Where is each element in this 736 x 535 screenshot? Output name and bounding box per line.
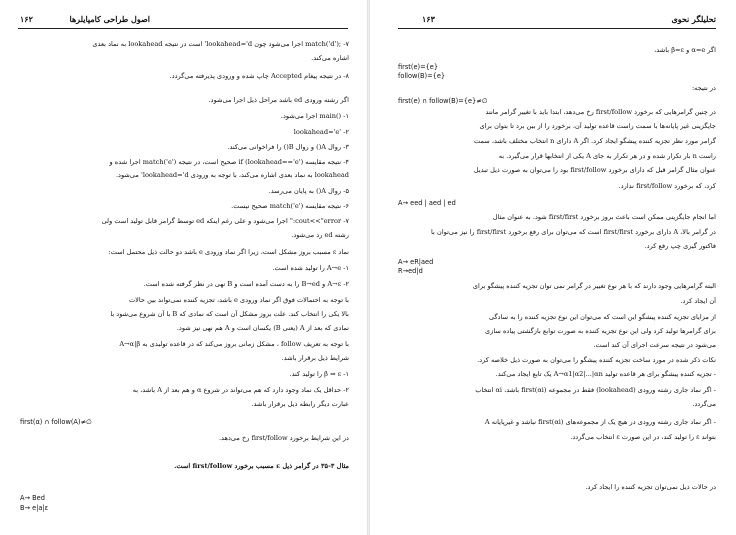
- left-line-6: lookahead='e' -۲: [293, 128, 349, 136]
- right-line-5: گرامر مورد نظر تجزیه کننده پیشگو ایجاد کرد. اگر A دارای n انتخاب مختلف باشد، سمت: [474, 137, 716, 145]
- right-line-17: نکات ذکر شده در مورد ساخت تجزیه کننده پیشگو را می‌توان به صورت ذیل خلاصه کرد.: [477, 356, 716, 364]
- left-line-23: ۲- حداقل یک نماد وجود دارد که هم می‌تواند در شروع α و هم بعد از A باشد، به: [132, 386, 349, 394]
- right-line-16: می‌شود در نتیجه سرعت اجرای آن کند است.: [593, 341, 716, 349]
- right-grammar1-line-1: A→ eed | aed | ed: [398, 199, 456, 207]
- left-line-2: اشاره می‌کند.: [311, 54, 349, 62]
- right-line-8: کرد، که برخورد first/follow ندارد.: [618, 182, 716, 190]
- left-line-19: نمادی که بعد از A (یعنی B) یکسان است و A هم نهی نیز شود.: [176, 324, 349, 332]
- right-line-10: در گرامر بالا، A دارای برخورد first/first است که می‌توان برای رفع برخورد first/first را نیز می‌توان با: [431, 228, 716, 236]
- right-set-first: first(e)={e}: [398, 63, 439, 71]
- left-line-21: شرایط ذیل برقرار باشد.: [281, 354, 349, 362]
- right-set-follow: follow(B)={e}: [398, 72, 446, 80]
- left-line-3: ۸- در نتیجه پیغام Accepted چاپ شده و ورودی پذیرفته می‌گردد.: [169, 72, 349, 80]
- left-line-13: رشته ed رد می‌شود.: [291, 231, 349, 239]
- left-line-11: ۶- نتیجه مقایسه match('e') صحیح نیست.: [231, 202, 349, 210]
- left-line-9: lookahead به نماد بعدی اشاره می‌کند، با توجه به ورودی lookahead='d' می‌شود.: [115, 171, 349, 179]
- right-line-9: اما انجام جایگزینی ممکن است باعث بروز برخورد first/first شود. به عنوان مثال: [492, 213, 716, 221]
- left-grammar-line-2: B→ e|a|ε: [20, 504, 49, 512]
- left-line-12: ۷- cout<<"error:" اجرا می‌شود و علی رغم اینکه ed توسط گرامر قابل تولید است ولی: [101, 217, 349, 225]
- left-page-header-title: اصول طراحی کامپایلرها: [69, 14, 150, 24]
- left-line-18: بالا یکی را انتخاب کند. علت بروز مشکل آن است که نمادی که B با آن شروع می‌شود با: [110, 310, 349, 318]
- left-line-5: ۱- ‏main()‎ اجرا می‌شود.: [280, 112, 349, 120]
- right-line-15: برای گرامرها تولید کرد ولی این نوع تجزیه کننده به صورت توابع بازگشتی پیاده سازی: [484, 327, 716, 335]
- right-line-4: جایگزینی غیر پایانه‌ها با سمت راست قاعده تولید آن، برخورد را از بین برد تا بتوان برای: [479, 122, 716, 130]
- left-grammar-line-1: A→ Bed: [20, 494, 45, 502]
- left-page-number: ۱۶۲: [20, 14, 33, 24]
- left-example-title: مثال ۳-۳۵ در گرامر ذیل ε مسبب برخورد first/follow است.: [174, 462, 349, 470]
- left-line-7: ۳- روال A() و روال B() را فراخوانی می‌کند.: [227, 143, 349, 151]
- left-line-16: ۲- A→ε و B→ed را به دست آمده است و B نهی در نظر گرفته شده است.: [143, 280, 349, 288]
- right-line-21: - اگر نماد جاری رشته ورودی در هیچ یک از مجموعه‌های first(αi) نباشد و غیرپایانه A: [484, 418, 716, 426]
- right-line-18: - تجزیه کننده پیشگو برای هر قاعده تولید A→α1|α2|...|αn یک تابع ایجاد می‌کند.: [495, 370, 716, 378]
- right-line-2: در نتیجه:: [691, 84, 716, 92]
- left-line-15: ۱- A→e را تولید شده است.: [272, 264, 349, 272]
- left-formula-first-follow: first(α) ∩ follow(A)≠∅: [20, 418, 92, 426]
- left-line-20: با توجه به تعریف follow ، مشکل زمانی بروز می‌کند که در قاعده تولیدی به A→α|β: [119, 340, 349, 348]
- left-line-25: در این شرایط برخورد first/follow رخ می‌دهد.: [218, 434, 349, 442]
- right-line-3: در چنین گرامرهایی که برخورد first/follow رخ می‌دهد، ابتدا باید با تغییر گرامر مانند: [485, 108, 716, 116]
- right-formula: first(e) ∩ follow(B)={e}≠∅: [398, 97, 488, 105]
- right-line-23: در حالات ذیل نمی‌توان تجزیه کننده را ایجاد کرد.: [585, 483, 716, 491]
- right-line-13: آن ایجاد کرد.: [680, 297, 716, 305]
- left-line-24: عبارت دیگر رابطه ذیل برقرار باشد.: [251, 400, 349, 408]
- right-line-19: - اگر نماد جاری رشته ورودی (lookahead) فقط در مجموعه first(αi) باشد، αi انتخاب: [475, 386, 716, 394]
- right-line-6: راست n بار تکرار شده و در هر تکرار به جای A یکی از انتخابها قرار می‌گیرد. به: [498, 152, 716, 160]
- right-line-22: بتواند ε را تولید کند، در این صورت ε انتخاب می‌گردد.: [570, 433, 716, 441]
- left-page: [0, 0, 367, 535]
- right-line-14: از مزایای تجزیه کننده پیشگو این است که می‌توان این نوع تجزیه کننده را به سادگی: [489, 313, 716, 321]
- right-line-7: عنوان مثال گرامر قبل که دارای برخورد first/follow بود را می‌توان به صورت ذیل تبدیل: [473, 166, 716, 174]
- right-line-11: فاکتور گیری چپ رفع کرد.: [644, 242, 716, 250]
- right-page: [370, 0, 736, 535]
- left-line-22: ۱- β ⇒ ε را تولید کند.: [289, 370, 349, 378]
- right-header-rule: [398, 28, 716, 29]
- left-line-17: با توجه به احتمالات فوق اگر نماد ورودی e باشد، تجزیه کننده نمی‌تواند بین حالات: [128, 296, 349, 304]
- left-line-10: ۵- روال A() به پایان می‌رسد.: [268, 187, 349, 195]
- left-line-4: اگر رشته ورودی ed باشد مراحل ذیل اجرا می‌شود.: [208, 96, 349, 104]
- right-line-20: می‌گردد.: [692, 400, 716, 408]
- right-page-header-title: تحلیلگر نحوی: [671, 14, 716, 24]
- right-line-12: البته گرامرهایی وجود دارند که با هر نوع تغییر در گرامر نمی توان تجزیه کننده پیشگو برای: [472, 282, 716, 290]
- right-grammar2-line-1: A→ eR|aed: [398, 258, 434, 266]
- right-grammar2-line-2: R→ed|d: [398, 267, 423, 275]
- right-page-number: ۱۶۳: [422, 14, 435, 24]
- left-line-8: ۴- نتیجه مقایسه if (lookahead=='e') صحیح است، در نتیجه match('e') اجرا شده و: [109, 158, 349, 166]
- left-line-14: نماد ε مسبب بروز مشکل است، زیرا اگر نماد ورودی e باشد دو حالت ذیل محتمل است:: [108, 248, 349, 256]
- right-line-1: اگر α=e و β=ε باشد،: [654, 46, 716, 54]
- left-line-1: ‏۷- ‏match('d');‎ اجرا می‌شود چون lookahead='d' است در نتیجه lookahead به نماد بعدی: [92, 40, 349, 48]
- left-header-rule: [18, 28, 348, 29]
